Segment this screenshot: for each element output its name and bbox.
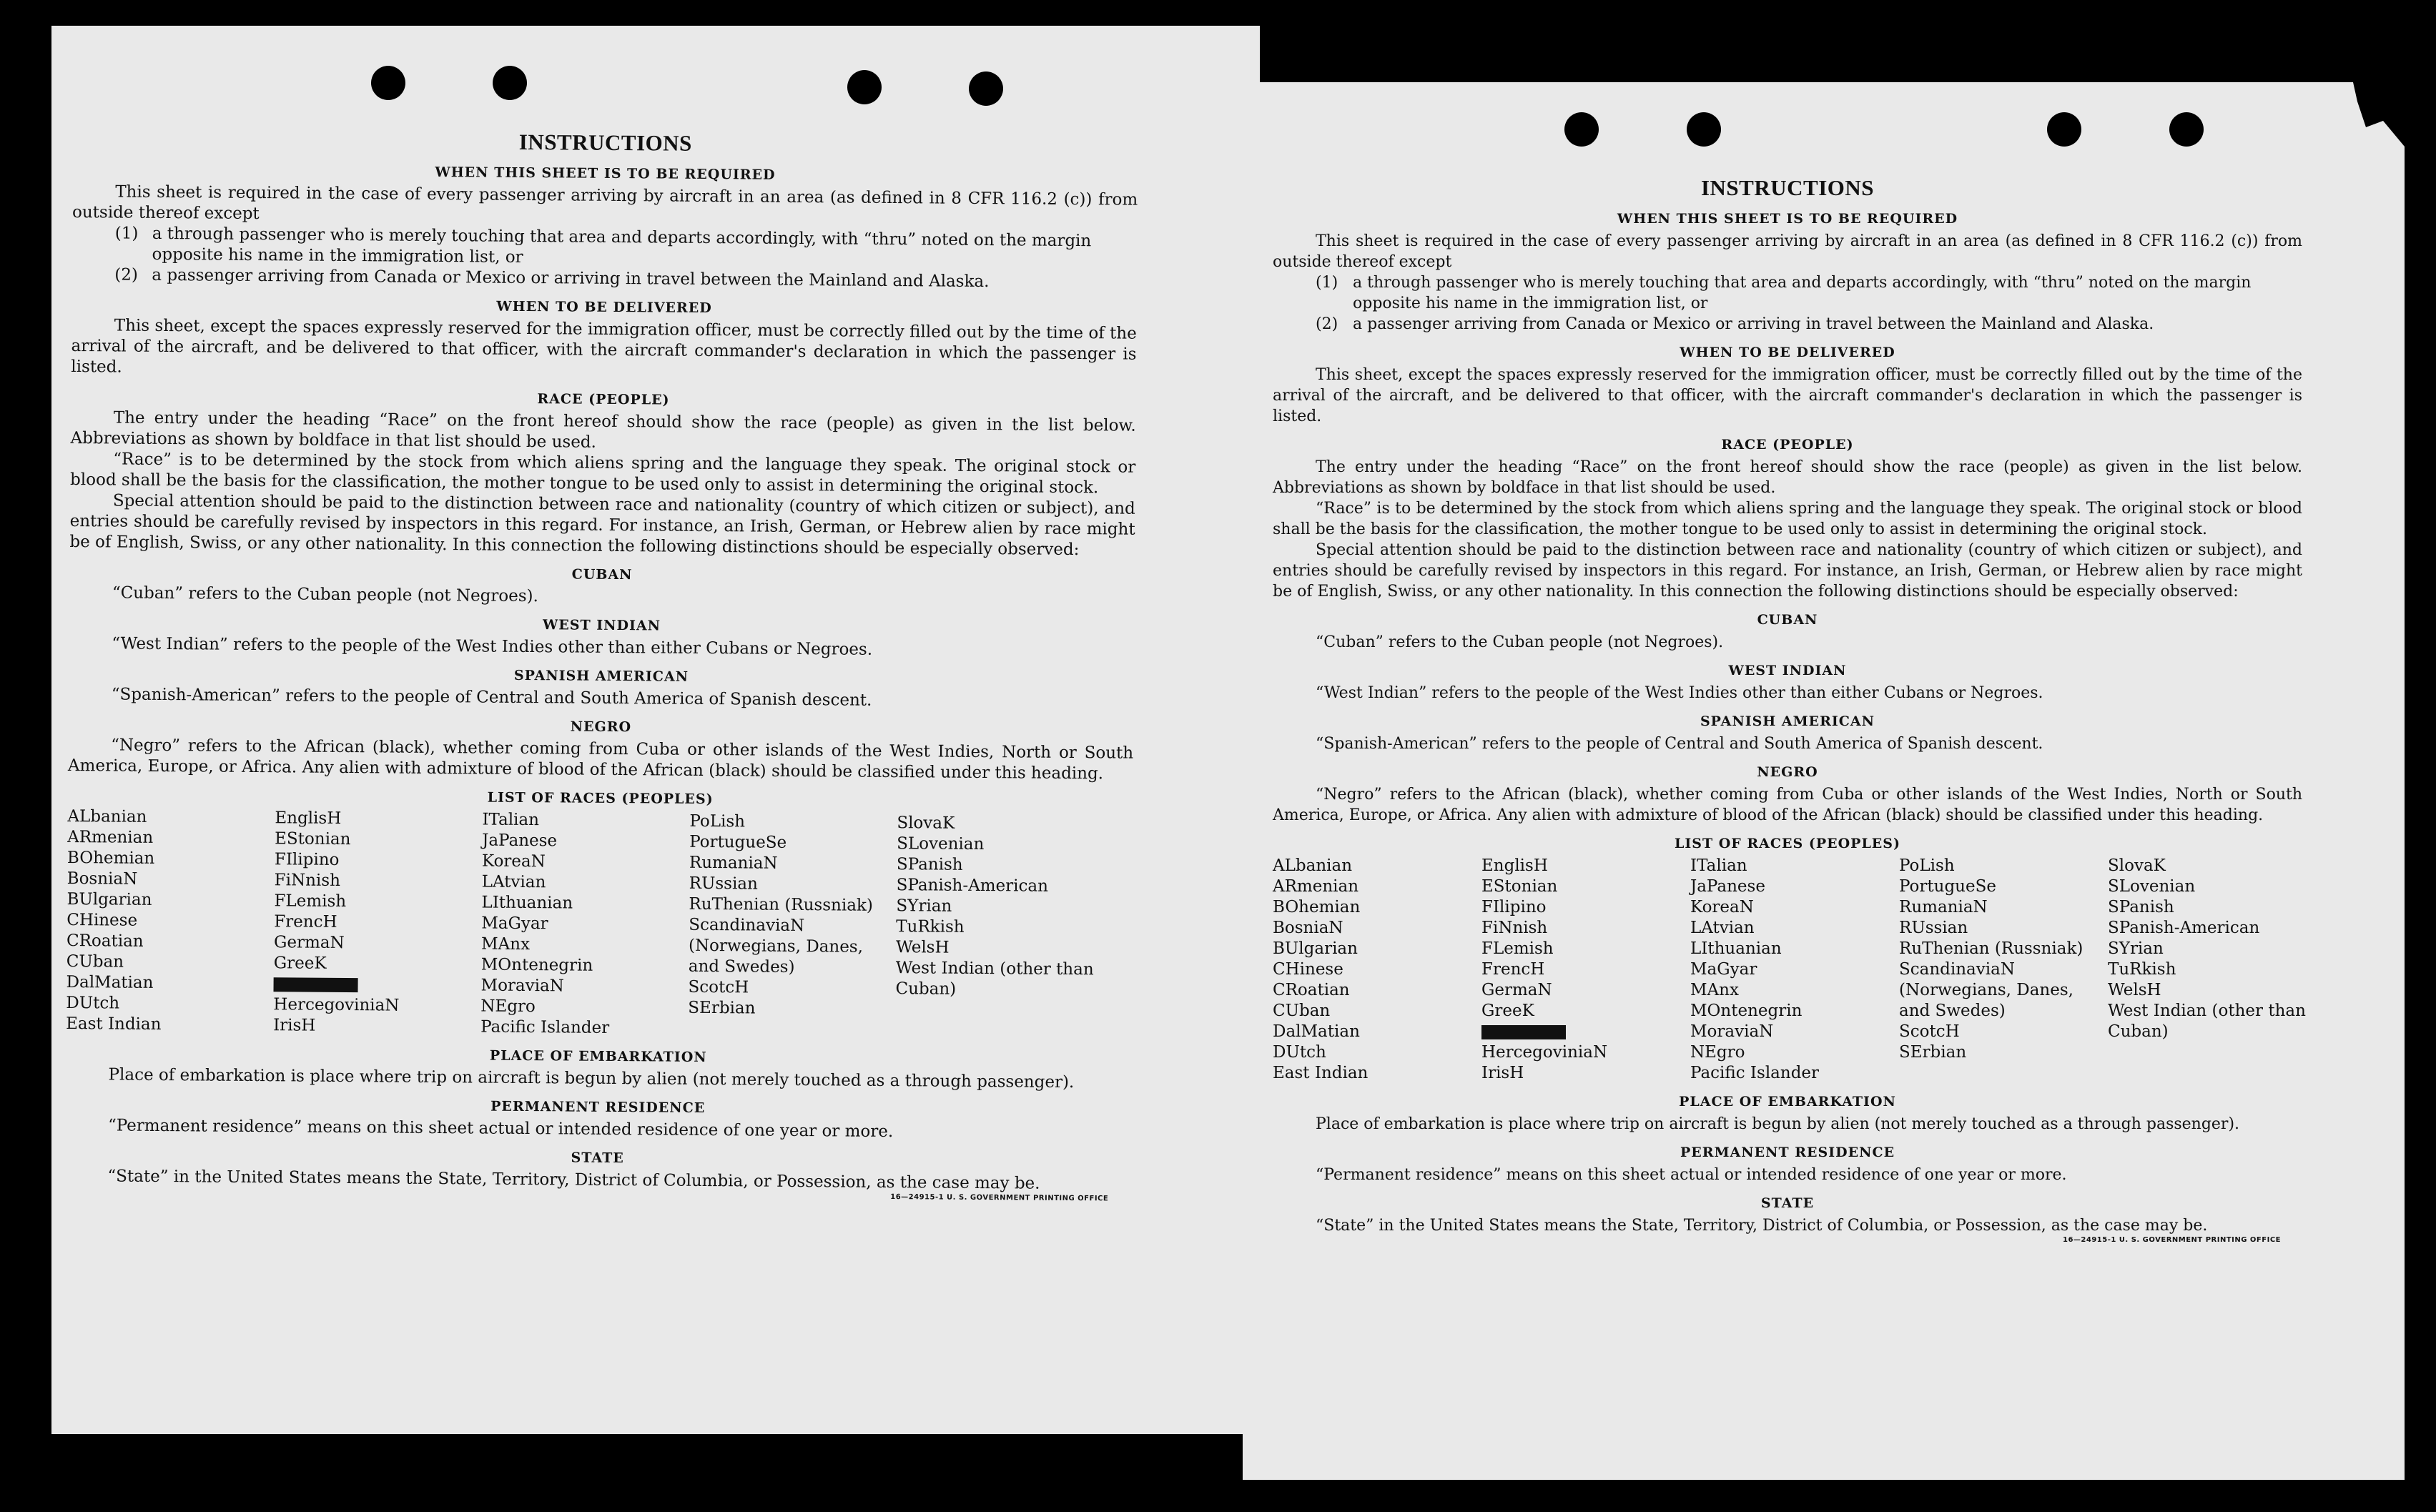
heading-list-of-races: LIST OF RACES (PEOPLES) xyxy=(1675,836,1900,851)
paragraph-race: “Race” is to be determined by the stock from which aliens spring and the language they speak. The original stock or blood shall be the basis for the classification, the mother tongue to be used only to assist in determining the original stock. xyxy=(1273,500,2302,538)
item-text: a through passenger who is merely touching that area and departs accordingly, with “thru” noted on the margin opposite his name in the immigration list, or xyxy=(1353,274,2252,312)
punch-hole xyxy=(371,66,405,100)
paragraph-delivered: This sheet, except the spaces expressly reserved for the immigration officer, must be correctly filled out by the time of the arrival of the aircraft, and be delivered to that officer, with the aircraft commander's declaration in which the passenger is listed. xyxy=(1273,366,2302,425)
list-item xyxy=(1273,314,2302,335)
races-column-bottom: HercegoviniaN IrisH xyxy=(273,995,400,1035)
races-column xyxy=(1481,856,1690,1084)
races-column-top: EnglisH EStonian FIlipino FiNnish FLemish FrencH GermaN GreeK xyxy=(1481,856,1558,1020)
paragraph-spanish-american: “Spanish-American” refers to the people of Central and South America of Spanish descent. xyxy=(111,685,872,710)
heading-negro: NEGRO xyxy=(570,718,632,736)
heading-state: STATE xyxy=(571,1150,624,1167)
heading-race: RACE (PEOPLE) xyxy=(1721,437,1854,453)
heading-required: WHEN THIS SHEET IS TO BE REQUIRED xyxy=(1617,211,1958,227)
heading-embarkation: PLACE OF EMBARKATION xyxy=(1679,1094,1896,1110)
paragraph-west-indian: “West Indian” refers to the people of the West Indies other than either Cubans or Negroes. xyxy=(1316,684,2043,702)
redaction-mark xyxy=(273,977,357,992)
torn-corner xyxy=(2319,82,2405,147)
paragraph-state: “State” in the United States means the State, Territory, District of Columbia, or Possession, as the case may be. xyxy=(1316,1217,2208,1235)
item-text: a through passenger who is merely touching that area and departs accordingly, with “thru” noted on the margin opposite his name in the immigration list, or xyxy=(152,224,1092,267)
instructions-text xyxy=(64,126,1138,1203)
document-page-left xyxy=(51,26,1260,1434)
instructions-title: INSTRUCTIONS xyxy=(1700,175,1874,200)
paragraph-race: The entry under the heading “Race” on the front hereof should show the race (people) as given in the list below. Abbreviations as shown by boldface in that list should be used. xyxy=(1273,458,2302,497)
races-table xyxy=(66,806,1133,1043)
heading-negro: NEGRO xyxy=(1757,764,1818,780)
item-text: a passenger arriving from Canada or Mexico or arriving in travel between the Mainland and Alaska. xyxy=(152,265,990,292)
paragraph-race: Special attention should be paid to the distinction between race and nationality (country of which citizen or subject), and entries should be carefully revised by inspectors in this regard. For instance, an Irish, German, or Hebrew alien by race might be of English, Swiss, or any other nationality. In this connection the following distinctions should be especially observed: xyxy=(69,491,1135,560)
paragraph-required: This sheet is required in the case of every passenger arriving by aircraft in an area (as defined in 8 CFR 116.2 (c)) from outside thereof except xyxy=(71,182,1138,224)
punch-hole xyxy=(2047,112,2081,147)
races-column: SlovaK SLovenian SPanish SPanish-American SYrian TuRkish WelsH West Indian (other than Cuban) xyxy=(2108,856,2306,1041)
heading-race: RACE (PEOPLE) xyxy=(537,391,670,408)
paragraph-embarkation: Place of embarkation is place where trip on aircraft is begun by alien (not merely touched as a through passenger). xyxy=(1316,1115,2240,1133)
heading-embarkation: PLACE OF EMBARKATION xyxy=(489,1047,707,1066)
heading-list-of-races: LIST OF RACES (PEOPLES) xyxy=(487,789,714,808)
races-column: SlovaK SLovenian SPanish SPanish-American SYrian TuRkish WelsH West Indian (other than Cuban) xyxy=(895,814,1094,999)
printing-office-footer: 16—24915-1 U. S. GOVERNMENT PRINTING OFFICE xyxy=(890,1193,1109,1203)
paragraph-negro: “Negro” refers to the African (black), whether coming from Cuba or other islands of the West Indies, North or South America, Europe, or Africa. Any alien with admixture of blood of the African (black) should be classified under this heading. xyxy=(1273,786,2302,824)
paragraph-residence: “Permanent residence” means on this sheet actual or intended residence of one year or more. xyxy=(1316,1166,2067,1184)
punch-hole xyxy=(2169,112,2204,147)
heading-cuban: CUBAN xyxy=(1757,612,1818,628)
instructions-title: INSTRUCTIONS xyxy=(518,129,692,156)
list-item xyxy=(1273,272,2302,314)
punch-hole xyxy=(969,71,1003,106)
punch-hole xyxy=(1564,112,1599,147)
document-page-right xyxy=(1243,82,2405,1480)
heading-residence: PERMANENT RESIDENCE xyxy=(1680,1145,1895,1160)
races-table xyxy=(1273,856,2306,1084)
heading-west-indian: WEST INDIAN xyxy=(542,617,661,634)
races-column-top: EnglisH EStonian FIlipino FiNnish FLemish FrencH GermaN GreeK xyxy=(273,809,351,973)
instructions-text xyxy=(1273,175,2306,1244)
paragraph-residence: “Permanent residence” means on this sheet actual or intended residence of one year or more. xyxy=(107,1116,894,1142)
heading-required: WHEN THIS SHEET IS TO BE REQUIRED xyxy=(435,164,776,183)
races-column: ITalian JaPanese KoreaN LAtvian LIthuanian MaGyar MAnx MOntenegrin MoraviaN NEgro Pacific Islander xyxy=(1690,856,1820,1082)
paragraph-state: “State” in the United States means the State, Territory, District of Columbia, or Possession, as the case may be. xyxy=(107,1167,1040,1193)
races-column-bottom: HercegoviniaN IrisH xyxy=(1481,1043,1608,1082)
heading-delivered: WHEN TO BE DELIVERED xyxy=(1680,345,1895,360)
punch-hole xyxy=(847,70,882,104)
paragraph-required: This sheet is required in the case of every passenger arriving by aircraft in an area (as defined in 8 CFR 116.2 (c)) from outside thereof except xyxy=(1273,232,2302,271)
item-number: (2) xyxy=(1316,315,1338,333)
races-column xyxy=(273,808,482,1037)
races-column: PoLish PortugueSe RumaniaN RUssian RuThenian (Russniak) ScandinaviaN (Norwegians, Danes, and Swedes) ScotcH SErbian xyxy=(1899,856,2084,1062)
paragraph-race: “Race” is to be determined by the stock from which aliens spring and the language they speak. The original stock or blood shall be the basis for the classification, the mother tongue to be used only to assist in determining the original stock. xyxy=(70,450,1136,498)
paragraph-cuban: “Cuban” refers to the Cuban people (not Negroes). xyxy=(112,583,539,606)
item-text: a passenger arriving from Canada or Mexico or arriving in travel between the Mainland and Alaska. xyxy=(1353,315,2154,333)
heading-delivered: WHEN TO BE DELIVERED xyxy=(496,298,712,317)
paragraph-spanish-american: “Spanish-American” refers to the people of Central and South America of Spanish descent. xyxy=(1316,735,2043,753)
item-number: (1) xyxy=(1316,274,1338,292)
races-column: PoLish PortugueSe RumaniaN RUssian RuThenian (Russniak) ScandinaviaN (Norwegians, Danes, and Swedes) ScotcH SErbian xyxy=(688,811,873,1018)
paragraph-embarkation: Place of embarkation is place where trip on aircraft is begun by alien (not merely touched as a through passenger). xyxy=(108,1065,1075,1092)
paragraph-cuban: “Cuban” refers to the Cuban people (not Negroes). xyxy=(1316,633,1724,651)
races-column: ALbanian ARmenian BOhemian BosniaN BUlgarian CHinese CRoatian CUban DalMatian DUtch East Indian xyxy=(1273,856,1369,1082)
redaction-mark xyxy=(1481,1025,1566,1039)
punch-hole xyxy=(493,66,527,100)
item-number: (1) xyxy=(114,224,139,243)
heading-residence: PERMANENT RESIDENCE xyxy=(490,1098,706,1116)
item-number: (2) xyxy=(114,265,139,285)
printing-office-footer: 16—24915-1 U. S. GOVERNMENT PRINTING OFFICE xyxy=(2063,1236,2281,1244)
heading-spanish-american: SPANISH AMERICAN xyxy=(1700,713,1875,729)
paragraph-race: The entry under the heading “Race” on the front hereof should show the race (people) as given in the list below. Abbreviations as shown by boldface in that list should be used. xyxy=(70,408,1136,452)
races-column: ITalian JaPanese KoreaN LAtvian LIthuanian MaGyar MAnx MOntenegrin MoraviaN NEgro Pacific Islander xyxy=(480,810,610,1037)
heading-cuban: CUBAN xyxy=(571,566,633,583)
paragraph-race: Special attention should be paid to the distinction between race and nationality (country of which citizen or subject), and entries should be carefully revised by inspectors in this regard. For instance, an Irish, German, or Hebrew alien by race might be of English, Swiss, or any other nationality. In this connection the following distinctions should be especially observed: xyxy=(1273,541,2302,601)
heading-west-indian: WEST INDIAN xyxy=(1728,663,1847,678)
paragraph-negro: “Negro” refers to the African (black), whether coming from Cuba or other islands of the West Indies, North or South America, Europe, or Africa. Any alien with admixture of blood of the African (black) should be classified under this heading. xyxy=(67,736,1134,784)
races-column: ALbanian ARmenian BOhemian BosniaN BUlgarian CHinese CRoatian CUban DalMatian DUtch East Indian xyxy=(66,806,162,1034)
paragraph-west-indian: “West Indian” refers to the people of the West Indies other than either Cubans or Negroes. xyxy=(112,634,873,659)
punch-hole xyxy=(1687,112,1721,147)
heading-state: STATE xyxy=(1760,1195,1815,1211)
paragraph-delivered: This sheet, except the spaces expressly reserved for the immigration officer, must be correctly filled out by the time of the arrival of the aircraft, and be delivered to that officer, with the aircraft commander's declaration in which the passenger is listed. xyxy=(71,316,1137,377)
heading-spanish-american: SPANISH AMERICAN xyxy=(513,667,689,685)
